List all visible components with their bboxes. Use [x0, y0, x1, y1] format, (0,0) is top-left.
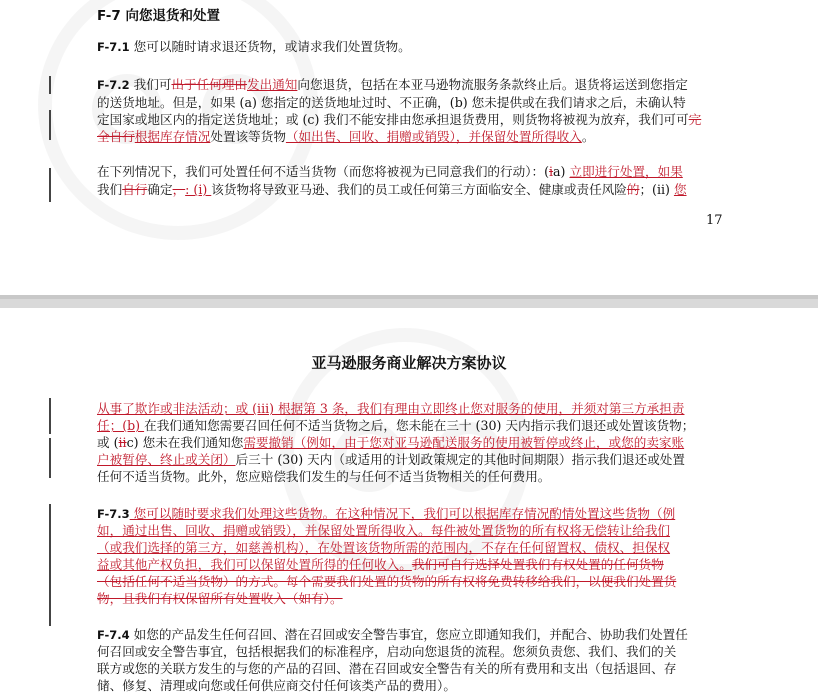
text-run: ；(ii)	[639, 182, 674, 197]
paragraph-f73-line	[97, 574, 676, 590]
inserted-text: （如出售、回收、捐赠或销毁），并保留处置所得收入	[285, 129, 582, 144]
paragraph-f73-line	[97, 540, 670, 556]
deleted-text: i	[549, 164, 554, 179]
change-bar	[49, 168, 51, 202]
text-run: 该货物将导致亚马逊、我们的员工或任何第三方面临安全、健康或责任风险	[211, 182, 627, 197]
deleted-text: 完	[688, 112, 702, 127]
text-run: 储、修复、清理或向您或任何供应商交付任何该类产品的费用）。	[97, 678, 456, 693]
paragraph-line	[97, 418, 694, 434]
deleted-text: （包括任何不适当货物）的方式。每个需要我们处置的货物的所有权将免费转移给我们，以便我们处置货	[97, 574, 677, 589]
text-run: 如您的产品发生任何召回、潜在召回或安全警告事宜，您应立即通知我们，并配合、协助我们处置任	[129, 627, 688, 642]
clause-number: F-7.3	[97, 507, 130, 521]
inserted-text: 发出通知	[247, 77, 298, 92]
paragraph-f74-line	[97, 661, 676, 677]
inserted-text: （或我们选择的第三方，如慈善机构），在处置该货物所需的范围内，不存在任何留置权、债权、担保权	[97, 540, 671, 555]
document-page-1	[0, 0, 818, 295]
paragraph-line	[97, 452, 685, 468]
paragraph-line	[97, 401, 684, 417]
paragraph-f72-line	[97, 129, 594, 145]
paragraph-line	[97, 435, 684, 451]
inserted-text: 您	[673, 182, 687, 197]
text-run: 定国家或地区内的指定送货地址；或 (c) 我们不能安排由您承担退货费用，则货物将被视为放弃，我们可可	[97, 112, 689, 127]
text-run: c)	[126, 435, 143, 450]
change-bar	[49, 438, 51, 478]
text-run: 处置该等货物	[210, 129, 286, 144]
paragraph-f73-line	[97, 557, 664, 573]
deleted-text: ii	[118, 435, 127, 450]
inserted-text: 任；(b)	[97, 418, 145, 433]
paragraph-f72-line	[97, 95, 686, 111]
document-page-2	[0, 308, 818, 697]
inserted-text: 根据库存情况	[134, 129, 211, 144]
text-run: 联方或您的关联方发生的与您的产品的召回、潜在召回或安全警告有关的所有费用和支出（包括退回、存	[97, 661, 677, 676]
inserted-text: 从事了欺诈或非法活动；或 (iii) 根据第 3 条，我们有理由立即终止您对服务的使用，并须对第三方承担责	[97, 401, 685, 416]
text-run: 在下列情况下，我们可处置任何不适当货物（而您将被视为已同意我们的行动）：(	[97, 164, 549, 179]
paragraph-f74-line	[97, 627, 688, 643]
paragraph-f71: F-7.1 您可以随时请求退还货物，或请求我们处置货物。	[97, 39, 411, 54]
text-run: 我们	[97, 182, 123, 197]
inserted-text: 立即进行处置，如果	[569, 164, 683, 179]
text-run: 何召回或安全警告事宜，包括根据我们的标准程序，启动向您退货的流程。您须负责您、我们、我们的关	[97, 644, 677, 659]
paragraph-f74-line	[97, 644, 676, 660]
text-run: 的送货地址。但是，如果 (a) 您指定的送货地址过时、不正确，(b) 您未提供或在我们请求之后，未确认特	[97, 95, 686, 110]
deleted-text: 自行	[122, 182, 148, 197]
text-run: 向您退货，包括在本亚马逊物流服务条款终止后。退货将运送到您指定	[297, 77, 688, 92]
text-run: a)	[553, 164, 570, 179]
inserted-text: 需要撤销（例如，由于您对亚马逊配送服务的使用被暂停或终止，或您的卖家账	[243, 435, 685, 450]
deleted-text: 的	[626, 182, 640, 197]
page-separator	[0, 295, 818, 308]
text-run: 后三十 (30) 天内（或适用的计划政策规定的其他时间期限）指示我们退还或处置	[235, 452, 685, 467]
deleted-text: 出于任何理由	[171, 77, 248, 92]
section-title: F-7 向您退货和处置	[97, 8, 221, 24]
text-run: 您未在我们通知您	[142, 435, 244, 450]
paragraph-disposal-line	[97, 182, 687, 198]
paragraph-f73-line	[97, 591, 343, 607]
inserted-text: 益或其他产权负担，我们可以保留处置所得的任何收入。	[97, 557, 412, 572]
paragraph-line	[97, 469, 550, 485]
text-run: 我们可	[129, 77, 172, 92]
paragraph-f72-line	[97, 112, 701, 128]
change-bar	[49, 76, 51, 94]
paragraph-disposal-line	[97, 164, 683, 180]
deleted-text: ，	[172, 182, 186, 197]
text-run: 在我们通知您需要召回任何不适当货物之后，您未能在三十 (30) 天内指示我们退还或处置该货物；	[144, 418, 695, 433]
paragraph-f73-line	[97, 506, 675, 522]
clause-number: F-7.4	[97, 628, 130, 642]
inserted-text: 如，通过出售、回收、捐赠或销毁），并保留处置所得收入。每件被处置货物的所有权将无偿转让给我们	[97, 523, 671, 538]
change-bar	[49, 504, 51, 626]
deleted-text: 物，且我们有权保留所有处置收入（如有）。	[97, 591, 343, 606]
clause-number: F-7.2	[97, 78, 130, 92]
inserted-text: : (i)	[185, 182, 212, 197]
text-run: 或 (	[97, 435, 119, 450]
inserted-text: 您可以随时要求我们处理这些货物。在这种情况下，我们可以根据库存情况酌情处置这些货物（例	[129, 506, 676, 521]
text-run: 确定	[147, 182, 173, 197]
change-bar	[49, 110, 51, 140]
paragraph-f74-line	[97, 678, 456, 694]
text-run: 任何不适当货物。此外，您应赔偿我们发生的与任何不适当货物相关的任何费用。	[97, 469, 551, 484]
inserted-text: 户被暂停、终止或关闭）	[97, 452, 236, 467]
page-number: 17	[706, 213, 723, 228]
deleted-text: 全自行	[97, 129, 135, 144]
paragraph-f72-line	[97, 77, 688, 93]
document-title: 亚马逊服务商业解决方案协议	[311, 354, 507, 372]
change-bar	[49, 398, 51, 434]
paragraph-f73-line	[97, 523, 670, 539]
deleted-text: 我们可自行选择处置我们有权处置的任何货物	[411, 557, 664, 572]
text-run: 。	[581, 129, 595, 144]
